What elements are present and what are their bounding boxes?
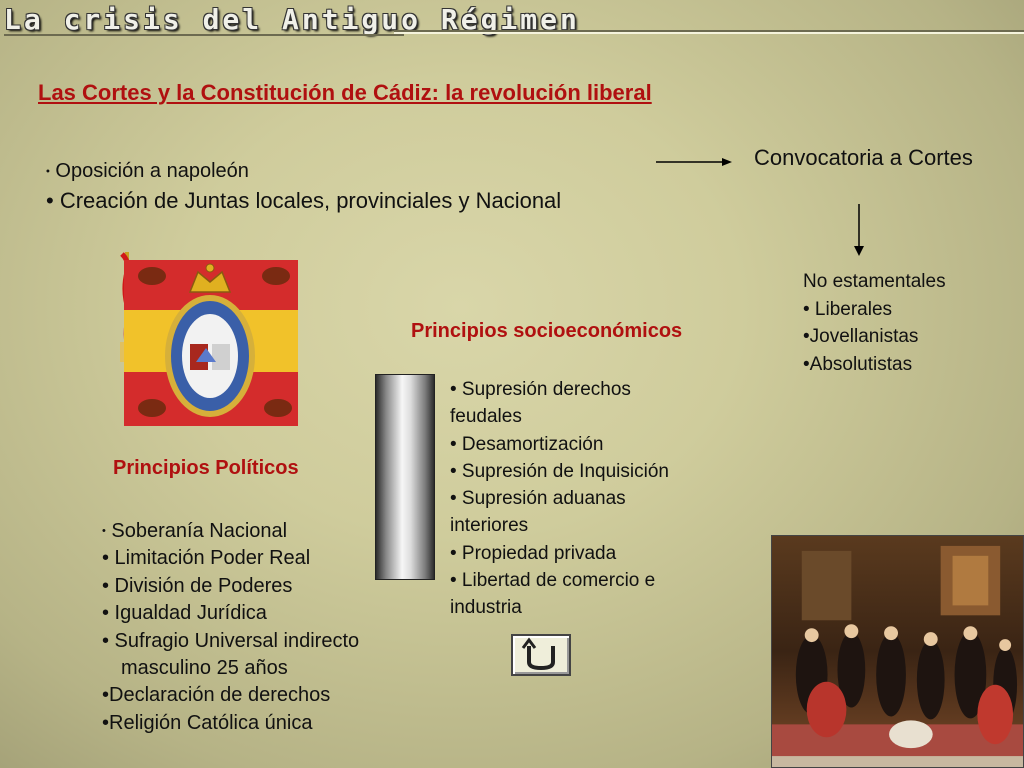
cortes-item: • Liberales xyxy=(803,298,893,320)
socio-line: • Supresión de Inquisición xyxy=(450,460,669,482)
cortes-composition-list xyxy=(803,268,946,378)
politicos-heading: Principios Políticos xyxy=(113,457,299,479)
return-button[interactable] xyxy=(511,634,571,676)
politicos-line: • Limitación Poder Real xyxy=(102,547,311,570)
socioeconomicos-list xyxy=(450,376,669,622)
small-bullet: • xyxy=(46,165,50,178)
socio-line: • Desamortización xyxy=(450,433,604,455)
header-rule xyxy=(394,30,1024,34)
painting-image xyxy=(771,535,1024,768)
politicos-line: Soberanía Nacional xyxy=(111,520,288,542)
politicos-list xyxy=(102,518,359,737)
small-bullet: • xyxy=(102,525,106,538)
socio-line: • Supresión derechos xyxy=(450,379,631,400)
intro-line-1 xyxy=(46,160,249,183)
return-arrow-icon xyxy=(513,636,569,674)
cortes-item: •Jovellanistas xyxy=(803,326,919,347)
socio-line: • Libertad de comercio e xyxy=(450,570,656,592)
socio-line: industria xyxy=(450,597,522,619)
page-header-title: La crisis del Antiguo Régimen xyxy=(4,3,580,36)
flag-image xyxy=(120,252,300,428)
cortes-item: •Absolutistas xyxy=(803,353,913,375)
politicos-line: •Declaración de derechos xyxy=(102,684,331,707)
politicos-line: masculino 25 años xyxy=(121,657,288,680)
intro-line-2: • Creación de Juntas locales, provinciales y Nacional xyxy=(46,188,562,213)
politicos-line: •Religión Católica única xyxy=(102,711,313,734)
politicos-line: • Igualdad Jurídica xyxy=(102,602,267,625)
header-underline xyxy=(4,34,404,36)
politicos-line: • División de Poderes xyxy=(102,574,293,597)
socio-line: feudales xyxy=(450,406,522,428)
slide-subtitle: Las Cortes y la Constitución de Cádiz: la revolución liberal xyxy=(38,80,652,105)
convocatoria-label: Convocatoria a Cortes xyxy=(754,145,973,170)
right-arrow-icon xyxy=(656,156,732,168)
column-pillar-graphic xyxy=(375,374,435,580)
socioeconomicos-heading: Principios socioeconómicos xyxy=(411,320,683,342)
politicos-first-line xyxy=(102,518,359,545)
socio-line: interiores xyxy=(450,515,529,537)
socio-line: • Propiedad privada xyxy=(450,542,617,564)
cortes-heading: No estamentales xyxy=(803,271,946,292)
down-arrow-icon xyxy=(852,204,866,256)
socio-line: • Supresión aduanas xyxy=(450,488,626,510)
intro-line-1-text: Oposición a napoleón xyxy=(55,160,249,182)
politicos-line: • Sufragio Universal indirecto xyxy=(102,629,360,652)
